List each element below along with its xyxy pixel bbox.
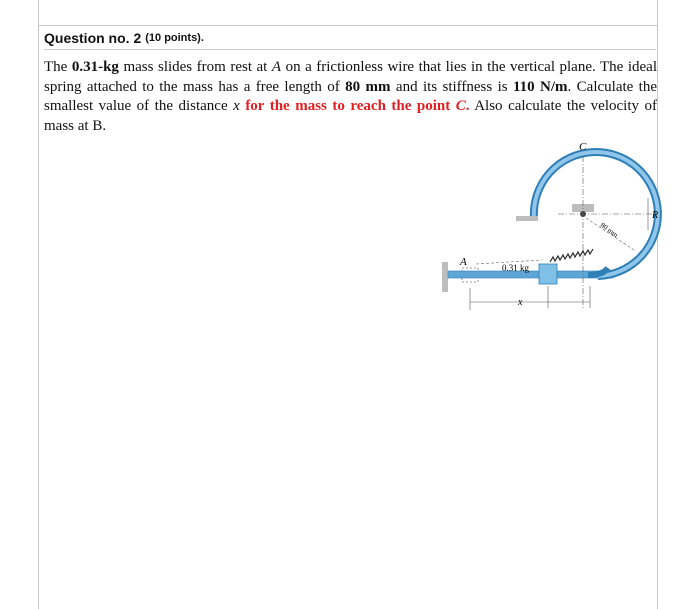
label-x: x (518, 297, 523, 308)
highlight-text: for the mass to reach the point (239, 98, 456, 114)
text-part: and its stiffness is (390, 78, 513, 95)
highlight-point-c: C (455, 98, 466, 114)
label-a: A (460, 256, 467, 268)
text-part: . Calculate the smallest value of the distance (44, 78, 658, 114)
question-title: Question no. 2 (44, 29, 142, 46)
text-part: mass slides from rest at (118, 59, 272, 75)
highlight-dot: . (465, 98, 470, 114)
variable-x: x (233, 98, 240, 114)
problem-statement (44, 58, 657, 136)
point-a: A (271, 59, 282, 75)
label-r: R (652, 210, 659, 221)
label-80mm: 80 mm (598, 221, 620, 240)
mass-value: 0.31-kg (71, 59, 119, 75)
stiffness-value: 110 N/m (513, 78, 568, 95)
question-points: (10 points). (145, 31, 204, 44)
slider-mass (539, 264, 557, 284)
text-part: The (44, 59, 72, 75)
text-part: on a frictionless wire that lies in the vertical plane. The ideal spring attached to the mass has a free length of (44, 59, 657, 95)
text-part: Also calculate the velocity of mass at B. (44, 98, 658, 134)
free-length-value: 80 mm (345, 78, 391, 95)
label-mass: 0.31 kg (502, 263, 529, 273)
question-header (44, 26, 656, 50)
problem-figure (438, 138, 668, 320)
left-wall (442, 262, 448, 292)
arc-end-support (516, 216, 538, 221)
label-c: C (579, 141, 587, 153)
spring (550, 249, 593, 262)
